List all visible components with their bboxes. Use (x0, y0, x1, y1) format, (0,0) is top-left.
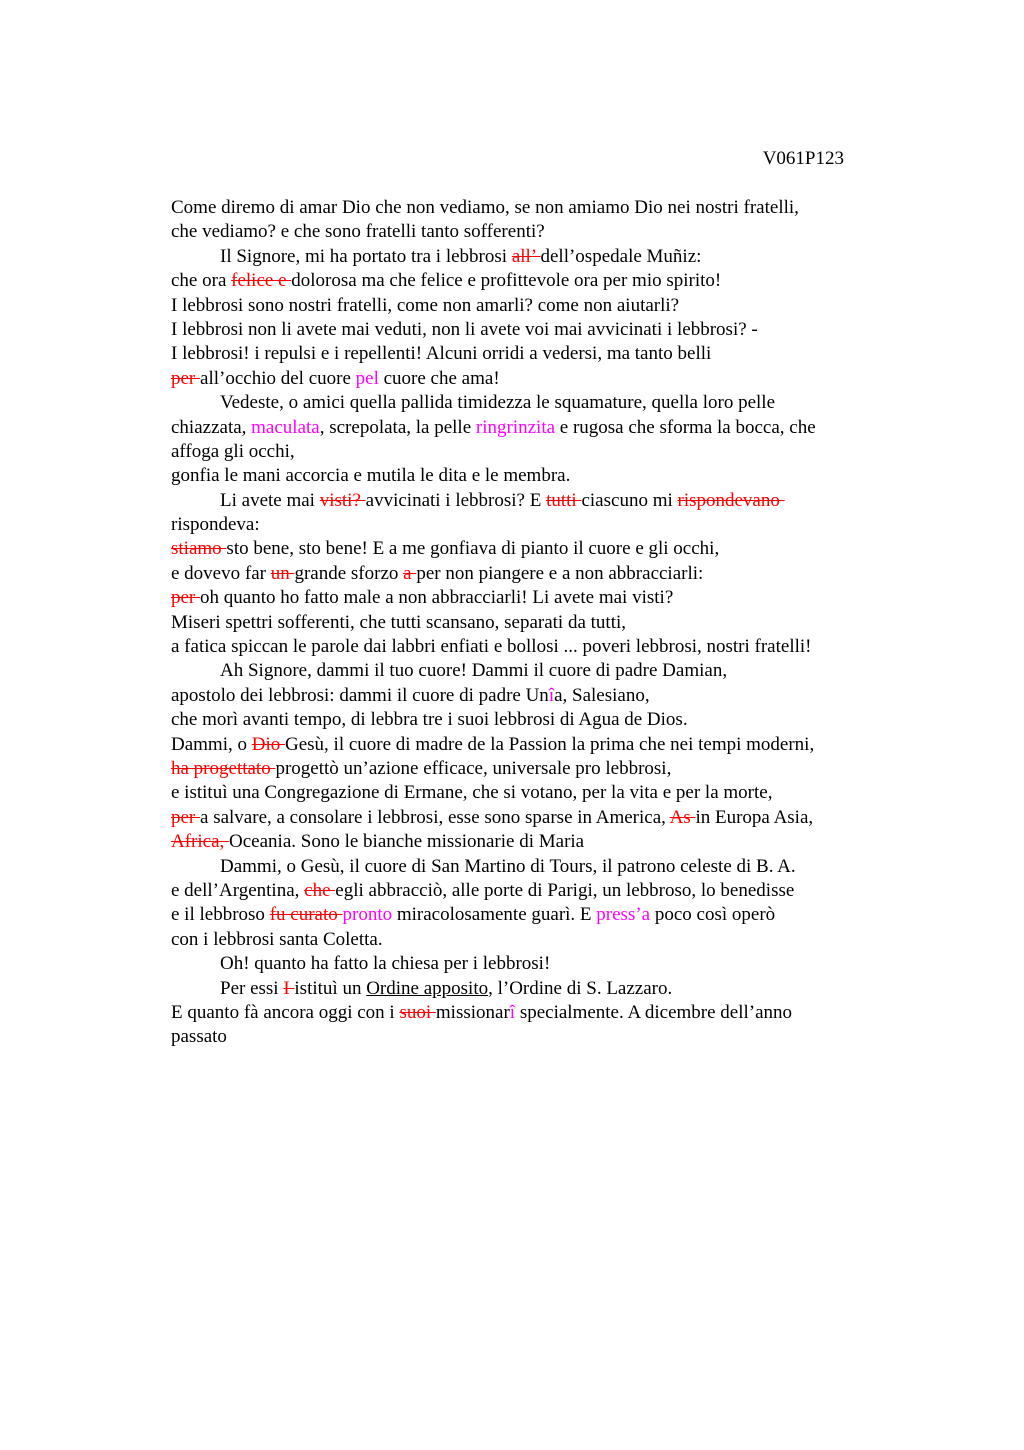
text-line (171, 659, 891, 683)
text-segment: oh quanto ho fatto male a non abbracciarli! Li avete mai visti? (200, 587, 674, 609)
deleted-text: Dio (251, 733, 285, 755)
text-segment: e rugosa che sforma la bocca, che (555, 416, 816, 438)
text-segment: Dammi, o Gesù, il cuore di San Martino di Tours, il patrono celeste di B. A. (220, 855, 796, 877)
deleted-text: stiamo (171, 538, 227, 560)
inserted-text: pronto (342, 904, 393, 926)
text-segment: Come diremo di amar Dio che non vediamo, se non amiamo Dio nei nostri fratelli, (171, 197, 799, 218)
deleted-text: tutti (546, 489, 582, 511)
text-segment: dolorosa ma che felice e profittevole ora per mio spirito! (291, 270, 722, 292)
text-segment: progettò un’azione efficace, universale pro lebbrosi, (275, 757, 672, 779)
text-segment: missionar (435, 1001, 510, 1023)
deleted-text: As (669, 806, 696, 828)
text-line (171, 562, 891, 586)
text-segment: rispondeva: (171, 514, 260, 536)
text-segment: Dammi, o (171, 733, 252, 755)
text-line (171, 1025, 891, 1049)
text-segment: grande sforzo (294, 562, 404, 584)
text-line (171, 757, 891, 781)
text-segment: cuore che ama! (378, 367, 500, 389)
deleted-text: felice e (231, 270, 292, 292)
deleted-text: suoi (399, 1001, 436, 1023)
text-line (171, 464, 891, 488)
text-segment: e istituì una Congregazione di Ermane, che si votano, per la vita e per la morte, (171, 782, 773, 804)
deleted-text: visti? (319, 489, 366, 511)
inserted-text: maculata (251, 416, 320, 438)
deleted-text: per (171, 367, 201, 389)
deleted-text: per (171, 587, 201, 609)
inserted-text: î (509, 1001, 516, 1023)
text-segment: Ah Signore, dammi il tuo cuore! Dammi il cuore di padre Damian, (220, 660, 728, 682)
inserted-text: ringrinzita (475, 416, 556, 438)
text-segment: gonfia le mani accorcia e mutila le dita e le membra. (171, 465, 571, 487)
text-segment: Per essi (220, 977, 284, 999)
text-segment: Oceania. Sono le bianche missionarie di Maria (229, 831, 585, 853)
text-segment: egli abbracciò, alle porte di Parigi, un lebbroso, lo benedisse (335, 879, 795, 901)
text-segment: all’occhio del cuore (200, 367, 356, 389)
text-line (171, 318, 891, 342)
text-line (171, 928, 891, 952)
text-line (171, 611, 891, 635)
text-segment: , l’Ordine di S. Lazzaro. (488, 977, 673, 999)
text-line (171, 1001, 891, 1025)
text-segment: a salvare, a consolare i lebbrosi, esse sono sparse in America, (200, 806, 670, 828)
text-segment: Il Signore, mi ha portato tra i lebbrosi (220, 245, 512, 267)
text-segment: affoga gli occhi, (171, 440, 295, 462)
text-segment: poco così operò (650, 904, 776, 926)
text-segment: Gesù, il cuore di madre de la Passion la prima che nei tempi moderni, (285, 733, 815, 755)
text-line (171, 367, 891, 391)
deleted-text: fu curato (269, 904, 343, 926)
inserted-text: pel (355, 367, 379, 389)
text-segment: Oh! quanto ha fatto la chiesa per i lebbrosi! (220, 953, 551, 975)
text-segment: E quanto fà ancora oggi con i (171, 1001, 400, 1023)
text-segment: passato (171, 1026, 227, 1048)
text-segment: che ora (171, 270, 232, 292)
text-segment: che vediamo? e che sono fratelli tanto sofferenti? (171, 221, 545, 243)
text-segment: che morì avanti tempo, di lebbra tre i suoi lebbrosi di Agua de Dios. (171, 709, 688, 731)
text-segment: sto bene, sto bene! E a me gonfiava di pianto il cuore e gli occhi, (226, 538, 720, 560)
deleted-text: rispondevano (677, 489, 785, 511)
text-line (171, 440, 891, 464)
document-body (171, 196, 891, 1050)
text-segment: con i lebbrosi santa Coletta. (171, 928, 383, 950)
deleted-text: che (304, 879, 336, 901)
underlined-text: Ordine apposito (366, 977, 489, 999)
text-segment: I lebbrosi non li avete mai veduti, non li avete voi mai avvicinati i lebbrosi? - (171, 318, 758, 340)
text-segment: dell’ospedale Muñiz: (540, 245, 702, 267)
text-segment: Miseri spettri sofferenti, che tutti scansano, separati da tutti, (171, 611, 626, 633)
text-line (171, 708, 891, 732)
text-segment: a, Salesiano, (554, 684, 650, 706)
deleted-text: I (283, 977, 295, 999)
text-line (171, 806, 891, 830)
page-identifier: V061P123 (762, 148, 844, 169)
text-line (171, 294, 891, 318)
text-line (171, 903, 891, 927)
text-segment: e il lebbroso (171, 904, 270, 926)
text-line (171, 855, 891, 879)
text-line (171, 342, 891, 366)
text-segment: a fatica spiccan le parole dai labbri enfiati e bollosi ... poveri lebbrosi, nostri fratelli! (171, 636, 812, 658)
text-line (171, 245, 891, 269)
deleted-text: Africa, (171, 831, 230, 853)
text-line (171, 489, 891, 513)
text-line (171, 952, 891, 976)
deleted-text: all’ (511, 245, 541, 267)
text-segment: miracolosamente guarì. E (392, 904, 597, 926)
deleted-text: ha progettato (171, 757, 276, 779)
text-segment: chiazzata, (171, 416, 252, 438)
text-line (171, 586, 891, 610)
text-line (171, 269, 891, 293)
inserted-text: press’a (596, 904, 651, 926)
text-line (171, 781, 891, 805)
text-segment: e dovevo far (171, 562, 271, 584)
text-segment: Li avete mai (220, 489, 320, 511)
text-segment: Vedeste, o amici quella pallida timidezza le squamature, quella loro pelle (220, 392, 776, 414)
text-line (171, 684, 891, 708)
text-line (171, 513, 891, 537)
text-line (171, 537, 891, 561)
text-line (171, 196, 891, 220)
deleted-text: per (171, 806, 201, 828)
text-segment: ciascuno mi (581, 489, 678, 511)
text-line (171, 977, 891, 1001)
text-segment: I lebbrosi! i repulsi e i repellenti! Alcuni orridi a vedersi, ma tanto belli (171, 343, 712, 365)
text-line (171, 391, 891, 415)
text-line (171, 416, 891, 440)
text-line (171, 220, 891, 244)
text-segment: I lebbrosi sono nostri fratelli, come non amarli? come non aiutarli? (171, 294, 680, 316)
text-segment: istituì un (294, 977, 367, 999)
text-segment: in Europa Asia, (695, 806, 814, 828)
text-segment: specialmente. A dicembre dell’anno (515, 1001, 793, 1023)
text-segment: e dell’Argentina, (171, 879, 305, 901)
text-segment: per non piangere e a non abbracciarli: (416, 562, 704, 584)
deleted-text: a (403, 562, 417, 584)
text-line (171, 733, 891, 757)
text-line (171, 879, 891, 903)
text-segment: , screpolata, la pelle (319, 416, 476, 438)
text-line (171, 830, 891, 854)
text-line (171, 635, 891, 659)
inserted-text: î (548, 684, 555, 706)
text-segment: apostolo dei lebbrosi: dammi il cuore di padre Un (171, 684, 549, 706)
deleted-text: un (270, 562, 295, 584)
text-segment: avvicinati i lebbrosi? E (365, 489, 547, 511)
